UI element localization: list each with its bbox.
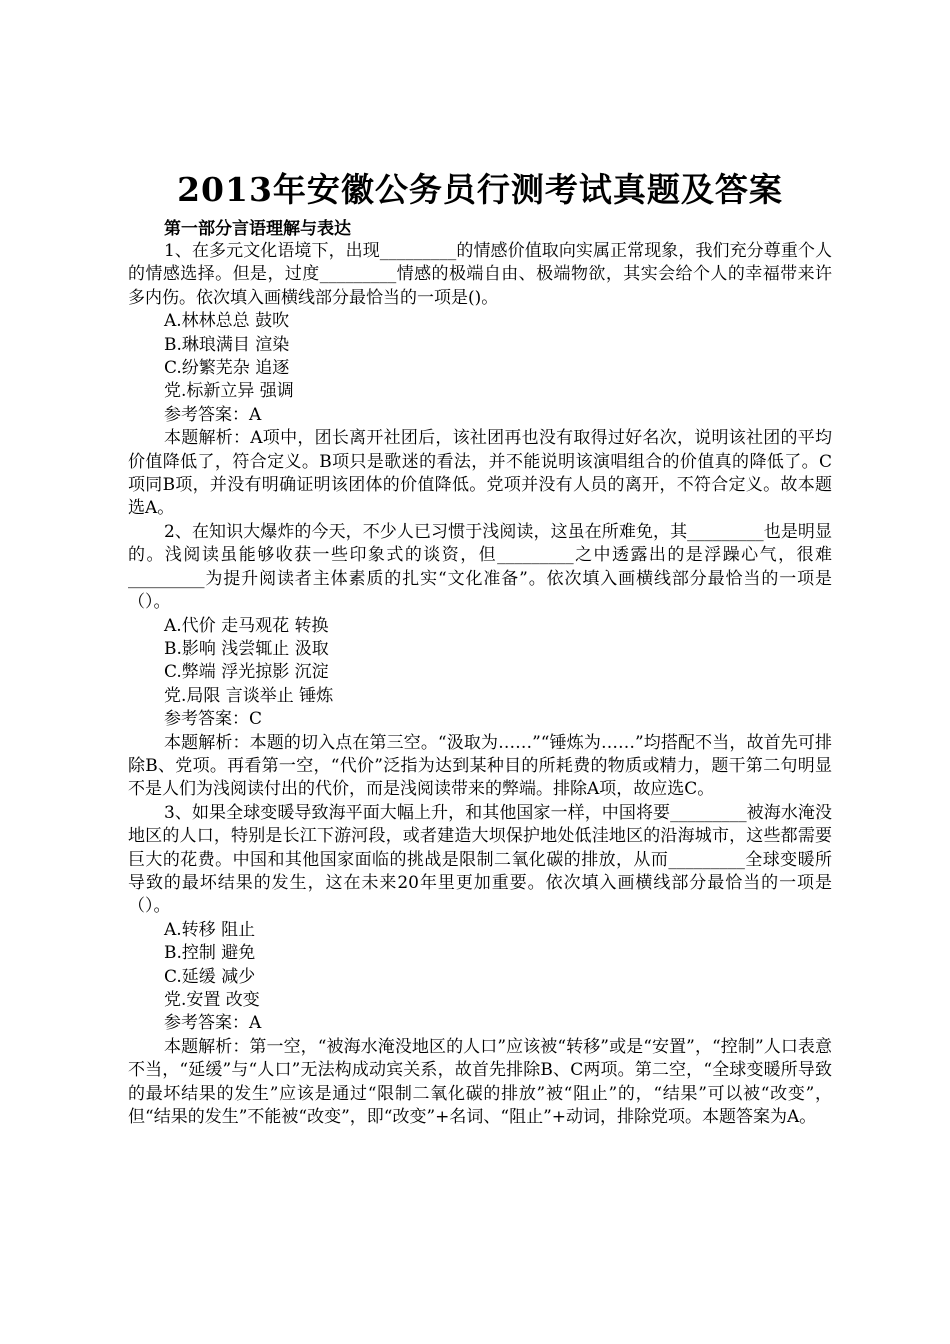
analysis-paragraph: 本题解析：第一空，“被海水淹没地区的人口”应该被“转移”或是“安置”，“控制”人口表意不当，“延缓”与“人口”无法构成动宾关系，故首先排除B、C两项。第二空，“全球变暖所导致的最坏结果的发生”应该是通过“限制二氧化碳的排放”被“阻止”的，“结果”可以被“改变”，但“结果的发生”不能被“改变”，即“改变”+名词、“阻止”+动词，排除党项。本题答案为A。 [128,1036,832,1128]
question-3 [128,802,832,1130]
analysis-paragraph: 本题解析：本题的切入点在第三空。“汲取为……”“锤炼为……”均搭配不当，故首先可排除B、党项。再看第一空，“代价”泛指为达到某种目的所耗费的物质或精力，题干第二句明显不是人们为浅阅读付出的代价，而是浅阅读带来的弊端。排除A项，故应选C。 [128,732,832,800]
answer-line: 参考答案：C [164,709,263,730]
option-b: B.琳琅满目 渲染 [164,334,290,355]
option-a: A.林林总总 鼓吹 [164,311,290,332]
option-c: C.纷繁芜杂 追逐 [164,358,290,379]
question-1 [128,240,832,521]
section-title: 第一部分言语理解与表达 [164,219,351,239]
option-c: C.弊端 浮光掠影 沉淀 [164,662,329,683]
option-c: C.延缓 减少 [164,966,256,987]
answer-line: 参考答案：A [164,1013,262,1034]
question-stem: 3、如果全球变暖导致海平面大幅上升，和其他国家一样，中国将要_________被海水淹没地区的人口，特别是长江下游河段，或者建造大坝保护地处低洼地区的沿海城市，这些都需要巨大的花费。中国和其他国家面临的挑战是限制二氧化碳的排放，从而_________全球变暖所导致的最坏结果的发生，这在未来20年里更加重要。依次填入画横线部分最恰当的一项是（）。 [128,802,832,917]
analysis-paragraph: 本题解析：A项中，团长离开社团后，该社团再也没有取得过好名次，说明该社团的平均价值降低了，符合定义。B项只是歌迷的看法，并不能说明该演唱组合的价值真的降低了。C项同B项，并没有明确证明该团体的价值降低。党项并没有人员的离开，不符合定义。故本题选A。 [128,428,832,519]
option-b: B.影响 浅尝辄止 汲取 [164,638,329,659]
option-a: A.代价 走马观花 转换 [164,615,329,636]
question-stem: 2、在知识大爆炸的今天，不少人已习惯于浅阅读，这虽在所难免，其_________也是明显的。浅阅读虽能够收获一些印象式的谈资，但_________之中透露出的是浮躁心气，很难_________为提升阅读者主体素质的扎实“文化准备”。依次填入画横线部分最恰当的一项是（）。 [128,521,832,613]
option-d: 党.安置 改变 [164,990,260,1010]
option-a: A.转移 阻止 [164,919,256,940]
document-title: 2013年安徽公务员行测考试真题及答案 [177,170,783,209]
question-stem: 1、在多元文化语境下，出现_________的情感价值取向实属正常现象，我们充分尊重个人的情感选择。但是，过度_________情感的极端自由、极端物欲，其实会给个人的幸福带来许多内伤。依次填入画横线部分最恰当的一项是()。 [128,241,832,308]
option-b: B.控制 避免 [164,943,256,964]
option-d: 党.标新立异 强调 [164,381,294,402]
question-2 [128,521,832,802]
answer-line: 参考答案：A [164,404,262,425]
option-d: 党.局限 言谈举止 锤炼 [164,685,334,706]
